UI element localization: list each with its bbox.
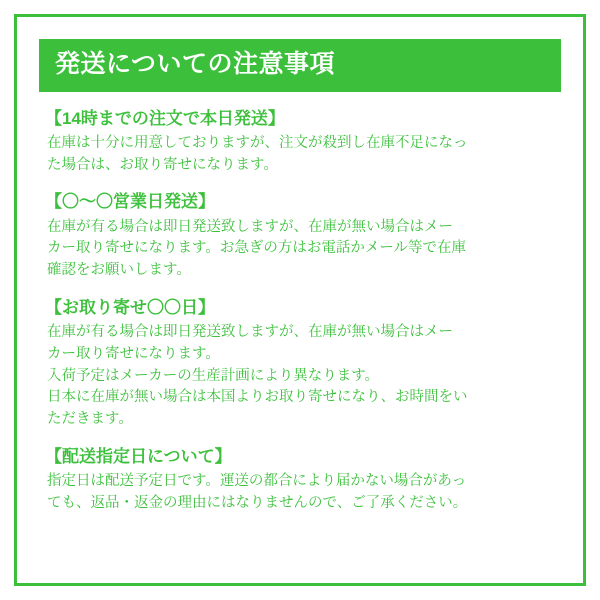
section-line: 指定日は配送予定日です。運送の都合により届かない場合があっ (47, 473, 467, 489)
section-line: 入荷予定はメーカーの生産計画により異なります。 (47, 367, 380, 384)
section-heading: 【14時までの注文で本日発送】 (45, 108, 285, 128)
notice-sections (39, 108, 561, 515)
section-line: カー取り寄せになります。 (47, 345, 220, 362)
section-heading: 【〇～〇営業日発送】 (45, 192, 215, 212)
section-line: 在庫は十分に用意しておりますが、注文が殺到し在庫不足になっ (47, 134, 468, 151)
section-line: ただきます。 (47, 411, 133, 427)
section-line: 確認をお願いします。 (47, 262, 191, 278)
notice-section-business-day-shipping (39, 191, 561, 282)
section-line: た場合は、お取り寄せになります。 (47, 156, 278, 173)
section-heading: 【お取り寄せ〇〇日】 (45, 297, 215, 317)
section-line: 在庫が有る場合は即日発送致しますが、在庫が無い場合はメー (47, 218, 453, 235)
section-heading: 【配送指定日について】 (45, 446, 232, 466)
section-body (47, 471, 557, 515)
notice-section-backorder (39, 297, 561, 431)
section-body (47, 133, 557, 177)
notice-content (39, 39, 561, 561)
section-body (47, 217, 557, 282)
green-border-frame (14, 14, 586, 586)
section-line: 日本に在庫が無い場合は本国よりお取り寄せになり、お時間をい (47, 389, 468, 406)
section-line: カー取り寄せになります。お急ぎの方はお電話かメール等で在庫 (47, 240, 467, 257)
notice-section-delivery-date (39, 446, 561, 515)
section-line: ても、返品・返金の理由にはなりませんので、ご了承ください。 (47, 494, 468, 511)
page-title: 発送についての注意事項 (39, 39, 561, 92)
notice-section-same-day-shipping (39, 108, 561, 177)
section-body (47, 322, 557, 431)
section-line: 在庫が有る場合は即日発送致しますが、在庫が無い場合はメー (47, 324, 453, 340)
